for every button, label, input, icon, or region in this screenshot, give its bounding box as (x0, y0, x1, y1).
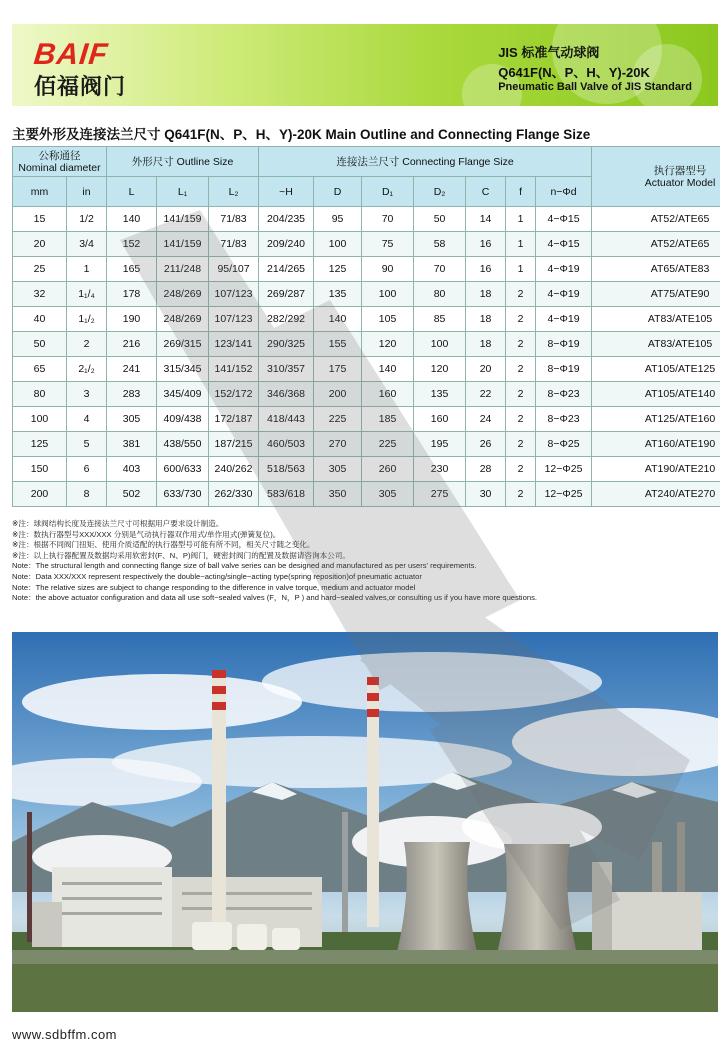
product-model: Q641F(N、P、H、Y)-20K (498, 65, 650, 80)
section-title: 主要外形及连接法兰尺寸 Q641F(N、P、H、Y)-20K Main Outline and Connecting Flange Size (12, 127, 591, 142)
column-header: L₂ (209, 177, 259, 207)
table-cell: 75 (362, 232, 414, 257)
table-cell: 6 (67, 457, 107, 482)
table-cell: 8−Φ19 (536, 357, 592, 382)
table-cell: 160 (414, 407, 466, 432)
table-cell: 345/409 (157, 382, 209, 407)
table-cell: 80 (414, 282, 466, 307)
table-cell: 583/618 (259, 482, 314, 507)
table-cell: 8−Φ19 (536, 332, 592, 357)
column-header: D₂ (414, 177, 466, 207)
table-cell: 381 (107, 432, 157, 457)
table-cell: 14 (466, 207, 506, 232)
table-cell: 85 (414, 307, 466, 332)
table-cell: 262/330 (209, 482, 259, 507)
table-cell: 1 (506, 232, 536, 257)
table-cell: 20 (13, 232, 67, 257)
table-cell: 2 (506, 307, 536, 332)
table-cell: 95/107 (209, 257, 259, 282)
table-cell: 260 (362, 457, 414, 482)
actuator-cell: AT240/ATE270 (592, 482, 720, 507)
table-cell: 187/215 (209, 432, 259, 457)
table-cell: 633/730 (157, 482, 209, 507)
table-cell: 140 (107, 207, 157, 232)
table-cell: 1₁/₄ (67, 282, 107, 307)
actuator-cell: AT105/ATE125 (592, 357, 720, 382)
actuator-cell: AT75/ATE90 (592, 282, 720, 307)
table-cell: 8 (67, 482, 107, 507)
table-cell: 12−Φ25 (536, 457, 592, 482)
table-cell: 141/159 (157, 232, 209, 257)
table-cell: 32 (13, 282, 67, 307)
table-cell: 58 (414, 232, 466, 257)
table-cell: 3/4 (67, 232, 107, 257)
table-cell: 125 (13, 432, 67, 457)
table-cell: 200 (314, 382, 362, 407)
actuator-cell: AT125/ATE160 (592, 407, 720, 432)
table-cell: 225 (362, 432, 414, 457)
table-cell: 140 (362, 357, 414, 382)
table-cell: 178 (107, 282, 157, 307)
table-cell: 107/123 (209, 307, 259, 332)
table-cell: 305 (362, 482, 414, 507)
table-cell: 2 (506, 282, 536, 307)
column-header: ~H (259, 177, 314, 207)
table-cell: 282/292 (259, 307, 314, 332)
table-cell: 125 (314, 257, 362, 282)
table-cell: 107/123 (209, 282, 259, 307)
table-cell: 12−Φ25 (536, 482, 592, 507)
table-cell: 71/83 (209, 207, 259, 232)
table-cell: 120 (414, 357, 466, 382)
table-cell: 350 (314, 482, 362, 507)
table-cell: 214/265 (259, 257, 314, 282)
product-title-en: Pneumatic Ball Valve of JIS Standard (498, 81, 692, 93)
actuator-cell: AT52/ATE65 (592, 207, 720, 232)
column-header: f (506, 177, 536, 207)
table-cell: 225 (314, 407, 362, 432)
table-cell: 600/633 (157, 457, 209, 482)
table-cell: 270 (314, 432, 362, 457)
table-cell: 155 (314, 332, 362, 357)
brand-logo: BAIF (32, 38, 110, 71)
table-cell: 240/262 (209, 457, 259, 482)
table-row (13, 232, 720, 257)
header-banner (12, 24, 718, 106)
table-cell: 26 (466, 432, 506, 457)
column-header: L (107, 177, 157, 207)
note-line: Note：the above actuator configuration and data all use soft−sealed valves (F，N，P ) and hard−sealed valves,or consulting us if you have more questions. (12, 593, 537, 603)
actuator-cell: AT83/ATE105 (592, 332, 720, 357)
table-body (13, 207, 720, 507)
note-line: Note：The relative sizes are subject to change responding to the difference in valve torque, medium and actuator model (12, 582, 416, 592)
table-cell: 269/287 (259, 282, 314, 307)
table-cell: 275 (414, 482, 466, 507)
table-cell: 172/187 (209, 407, 259, 432)
outline-size-header: 外形尺寸 Outline Size (107, 147, 259, 177)
actuator-model-header: 执行器型号 Actuator Model (592, 147, 720, 207)
table-row (13, 407, 720, 432)
table-row (13, 207, 720, 232)
table-cell: 150 (13, 457, 67, 482)
table-cell: 152 (107, 232, 157, 257)
table-cell: 25 (13, 257, 67, 282)
table-cell: 50 (13, 332, 67, 357)
table-cell: 8−Φ23 (536, 382, 592, 407)
column-header: D₁ (362, 177, 414, 207)
dimension-table (12, 146, 720, 507)
table-row (13, 457, 720, 482)
table-cell: 216 (107, 332, 157, 357)
table-cell: 190 (107, 307, 157, 332)
table-cell: 120 (362, 332, 414, 357)
table-cell: 100 (314, 232, 362, 257)
table-row (13, 357, 720, 382)
table-cell: 230 (414, 457, 466, 482)
nominal-diameter-header: 公称通径 Nominal diameter (13, 147, 107, 177)
column-header: mm (13, 177, 67, 207)
note-line: ※注：球阀结构长度及连接法兰尺寸可根据用户要求设计制造。 (12, 519, 224, 528)
table-cell: 135 (314, 282, 362, 307)
table-cell: 70 (362, 207, 414, 232)
table-cell: 140 (314, 307, 362, 332)
table-cell: 152/172 (209, 382, 259, 407)
table-cell: 50 (414, 207, 466, 232)
column-header: in (67, 177, 107, 207)
table-cell: 105 (362, 307, 414, 332)
table-cell: 16 (466, 232, 506, 257)
table-cell: 200 (13, 482, 67, 507)
table-cell: 175 (314, 357, 362, 382)
table-cell: 248/269 (157, 282, 209, 307)
table-cell: 241 (107, 357, 157, 382)
table-cell: 90 (362, 257, 414, 282)
table-cell: 2 (506, 432, 536, 457)
table-cell: 3 (67, 382, 107, 407)
table-cell: 16 (466, 257, 506, 282)
table-cell: 2₁/₂ (67, 357, 107, 382)
column-header: n−Φd (536, 177, 592, 207)
note-line: ※注：数执行器型号XXX/XXX 分别是气动执行器双作用式/单作用式(弹簧复位)。 (12, 529, 281, 539)
actuator-cell: AT160/ATE190 (592, 432, 720, 457)
table-cell: 185 (362, 407, 414, 432)
table-cell: 1 (67, 257, 107, 282)
product-title-cn: JIS 标准气动球阀 (498, 45, 600, 60)
table-cell: 305 (314, 457, 362, 482)
table-cell: 28 (466, 457, 506, 482)
table-cell: 65 (13, 357, 67, 382)
table-cell: 18 (466, 282, 506, 307)
table-cell: 100 (13, 407, 67, 432)
note-line: Note：The structural length and connecting flange size of ball valve series can be designed and manufactured as per users' requirements. (12, 561, 477, 571)
table-cell: 2 (506, 457, 536, 482)
table-cell: 211/248 (157, 257, 209, 282)
table-cell: 418/443 (259, 407, 314, 432)
table-cell: 195 (414, 432, 466, 457)
table-cell: 460/503 (259, 432, 314, 457)
table-cell: 24 (466, 407, 506, 432)
actuator-cell: AT105/ATE140 (592, 382, 720, 407)
table-cell: 305 (107, 407, 157, 432)
table-cell: 283 (107, 382, 157, 407)
note-line: Note：Data XXX/XXX represent respectively the double−acting/single−acting type(spring reposition)of pneumatic actuator (12, 571, 422, 581)
brand-name-cn: 佰福阀门 (34, 75, 127, 100)
table-cell: 160 (362, 382, 414, 407)
table-cell: 100 (414, 332, 466, 357)
table-cell: 310/357 (259, 357, 314, 382)
table-cell: 70 (414, 257, 466, 282)
table-row (13, 282, 720, 307)
column-header: C (466, 177, 506, 207)
table-cell: 290/325 (259, 332, 314, 357)
notes-block (12, 519, 718, 604)
column-header: L₁ (157, 177, 209, 207)
table-cell: 2 (67, 332, 107, 357)
table-cell: 2 (506, 407, 536, 432)
table-cell: 5 (67, 432, 107, 457)
actuator-cell: AT65/ATE83 (592, 257, 720, 282)
table-row (13, 257, 720, 282)
table-cell: 18 (466, 332, 506, 357)
table-cell: 8−Φ23 (536, 407, 592, 432)
table-cell: 1 (506, 207, 536, 232)
actuator-cell: AT190/ATE210 (592, 457, 720, 482)
table-cell: 100 (362, 282, 414, 307)
table-cell: 80 (13, 382, 67, 407)
table-cell: 123/141 (209, 332, 259, 357)
table-cell: 1 (506, 257, 536, 282)
actuator-cell: AT83/ATE105 (592, 307, 720, 332)
table-cell: 18 (466, 307, 506, 332)
table-row (13, 482, 720, 507)
table-cell: 4−Φ19 (536, 257, 592, 282)
table-cell: 269/315 (157, 332, 209, 357)
table-cell: 141/152 (209, 357, 259, 382)
table-cell: 95 (314, 207, 362, 232)
table-cell: 2 (506, 332, 536, 357)
table-cell: 4−Φ19 (536, 307, 592, 332)
table-cell: 20 (466, 357, 506, 382)
table-cell: 4−Φ19 (536, 282, 592, 307)
table-cell: 2 (506, 482, 536, 507)
flange-size-header: 连接法兰尺寸 Connecting Flange Size (259, 147, 592, 177)
table-row (13, 382, 720, 407)
table-cell: 8−Φ25 (536, 432, 592, 457)
table-cell: 4−Φ15 (536, 232, 592, 257)
table-cell: 409/438 (157, 407, 209, 432)
table-cell: 1/2 (67, 207, 107, 232)
table-cell: 135 (414, 382, 466, 407)
actuator-cell: AT52/ATE65 (592, 232, 720, 257)
table-cell: 4 (67, 407, 107, 432)
table-cell: 165 (107, 257, 157, 282)
table-cell: 4−Φ15 (536, 207, 592, 232)
table-row (13, 432, 720, 457)
table-cell: 30 (466, 482, 506, 507)
table-cell: 40 (13, 307, 67, 332)
table-cell: 1₁/₂ (67, 307, 107, 332)
column-header: D (314, 177, 362, 207)
table-cell: 438/550 (157, 432, 209, 457)
table-cell: 15 (13, 207, 67, 232)
table-cell: 71/83 (209, 232, 259, 257)
table-row (13, 332, 720, 357)
table-cell: 248/269 (157, 307, 209, 332)
table-row (13, 307, 720, 332)
table-cell: 141/159 (157, 207, 209, 232)
power-plant-photo (12, 632, 718, 1012)
table-cell: 2 (506, 357, 536, 382)
table-cell: 22 (466, 382, 506, 407)
website-url[interactable]: www.sdbffm.com (12, 1027, 118, 1042)
note-line: ※注：根据不同阀门扭矩、使用介质适配的执行器型号可能有所不同，相关尺寸随之变化。 (12, 540, 315, 550)
product-title-block (498, 42, 692, 93)
table-cell: 315/345 (157, 357, 209, 382)
table-cell: 403 (107, 457, 157, 482)
table-cell: 2 (506, 382, 536, 407)
table-cell: 204/235 (259, 207, 314, 232)
table-cell: 346/368 (259, 382, 314, 407)
table-cell: 502 (107, 482, 157, 507)
table-cell: 518/563 (259, 457, 314, 482)
note-line: ※注：以上执行器配置及数据均采用软密封(F、N、P)阀门，硬密封阀门的配置及数据请咨询本公司。 (12, 550, 350, 560)
table-cell: 209/240 (259, 232, 314, 257)
